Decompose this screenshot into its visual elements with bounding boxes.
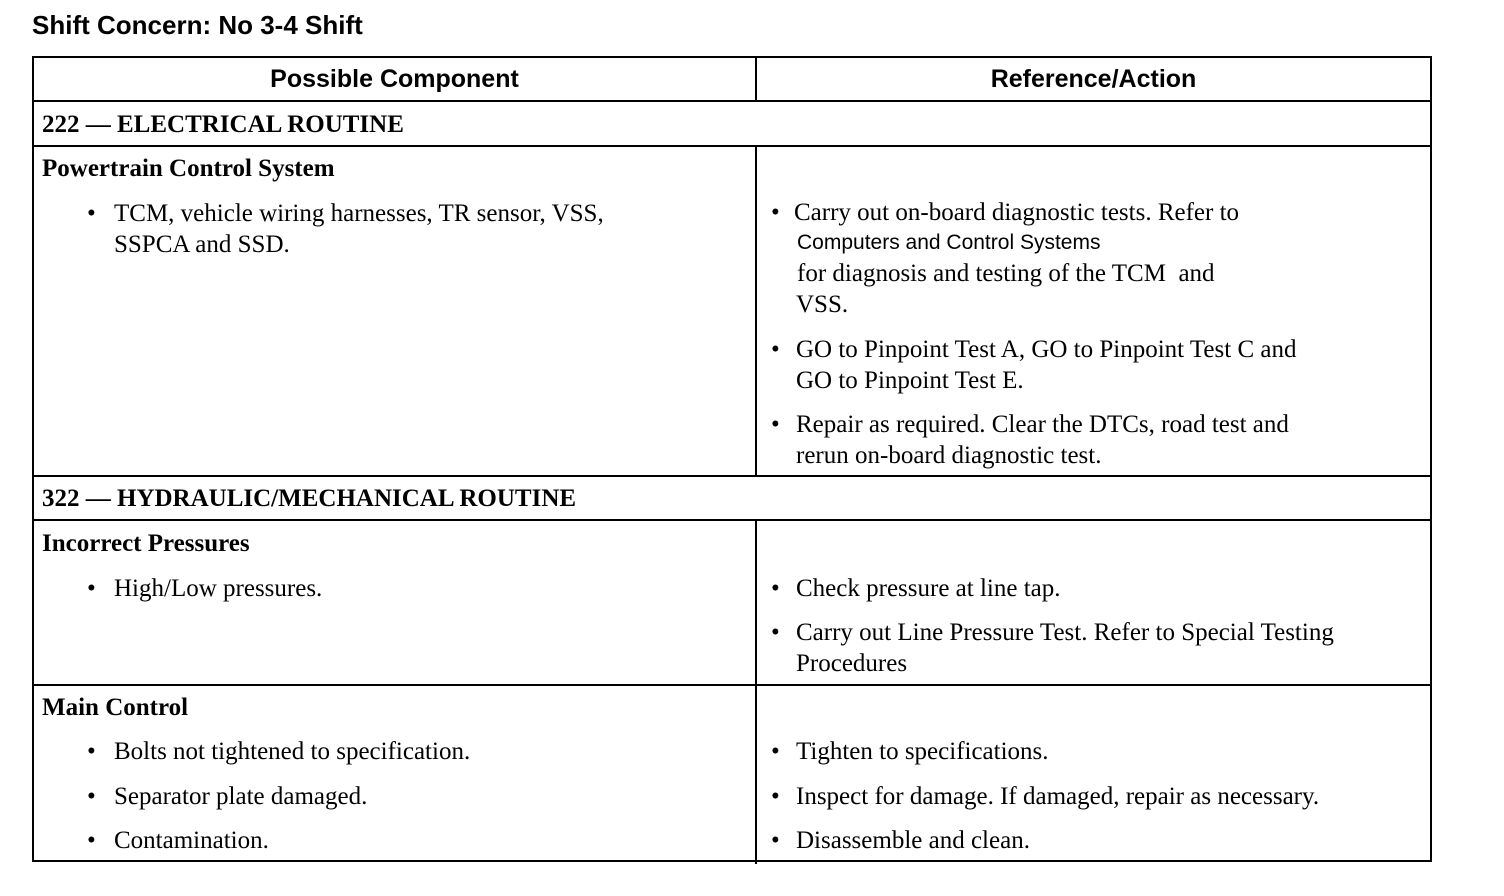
bullet-icon: •: [771, 199, 780, 226]
column-header-component: Possible Component: [270, 65, 519, 93]
bullet-icon: •: [771, 738, 780, 765]
diagnostic-table: Possible Component Reference/Action 222 — ELECTRICAL ROUTINE Powertrain Control System • TCM, vehicle wiring harnesses, TR sensor, VSS, SSPCA and SSD. • Carry out on-board diagnostic tests. Refer to Computers and Control Systems for diagnosis and testing of the TCM and VSS. • GO to Pinpoint Test A, GO to Pinpoint Test C and GO to Pinpoint Test E. • Repair as required. Clear the DTCs, road test and rerun on-board diagnostic test. 322 — HYDRAULIC/MECHANICAL ROUTINE Incorrect Pressures • High/Low pressures. • Check pressure at line tap. • Carry out Line Pressure Test. Refer to Special Testing Procedures Main Control • Bolts not tightened to specification. • Separator plate damaged. • Contamination. • Tighten to specifications. • Inspect for damage. If damaged, repair as necessary. • Disassemble and clean.: [32, 56, 1432, 862]
bullet-icon: •: [87, 738, 96, 765]
column-divider: [755, 519, 757, 864]
section-divider: [34, 145, 1430, 147]
section-heading-electrical: 222 — ELECTRICAL ROUTINE: [42, 111, 404, 138]
bullet-icon: •: [771, 619, 780, 646]
component-heading: Main Control: [42, 694, 189, 721]
bullet-icon: •: [771, 783, 780, 810]
bullet-icon: •: [771, 827, 780, 854]
column-header-reference: Reference/Action: [990, 65, 1197, 93]
bullet-icon: •: [87, 827, 96, 854]
column-divider: [755, 145, 757, 477]
bullet-icon: •: [771, 336, 780, 363]
row-divider: [34, 684, 1430, 686]
component-heading: Powertrain Control System: [42, 155, 335, 182]
section-heading-hydraulic: 322 — HYDRAULIC/MECHANICAL ROUTINE: [42, 485, 577, 512]
reference-link[interactable]: Computers and Control Systems: [797, 231, 1101, 254]
bullet-icon: •: [771, 575, 780, 602]
section-divider: [34, 519, 1430, 521]
page-title: Shift Concern: No 3-4 Shift: [32, 10, 363, 40]
bullet-icon: •: [771, 411, 780, 438]
row-divider: [34, 475, 1430, 477]
bullet-icon: •: [87, 783, 96, 810]
bullet-icon: •: [87, 575, 96, 602]
component-heading: Incorrect Pressures: [42, 530, 250, 557]
bullet-icon: •: [87, 200, 96, 227]
